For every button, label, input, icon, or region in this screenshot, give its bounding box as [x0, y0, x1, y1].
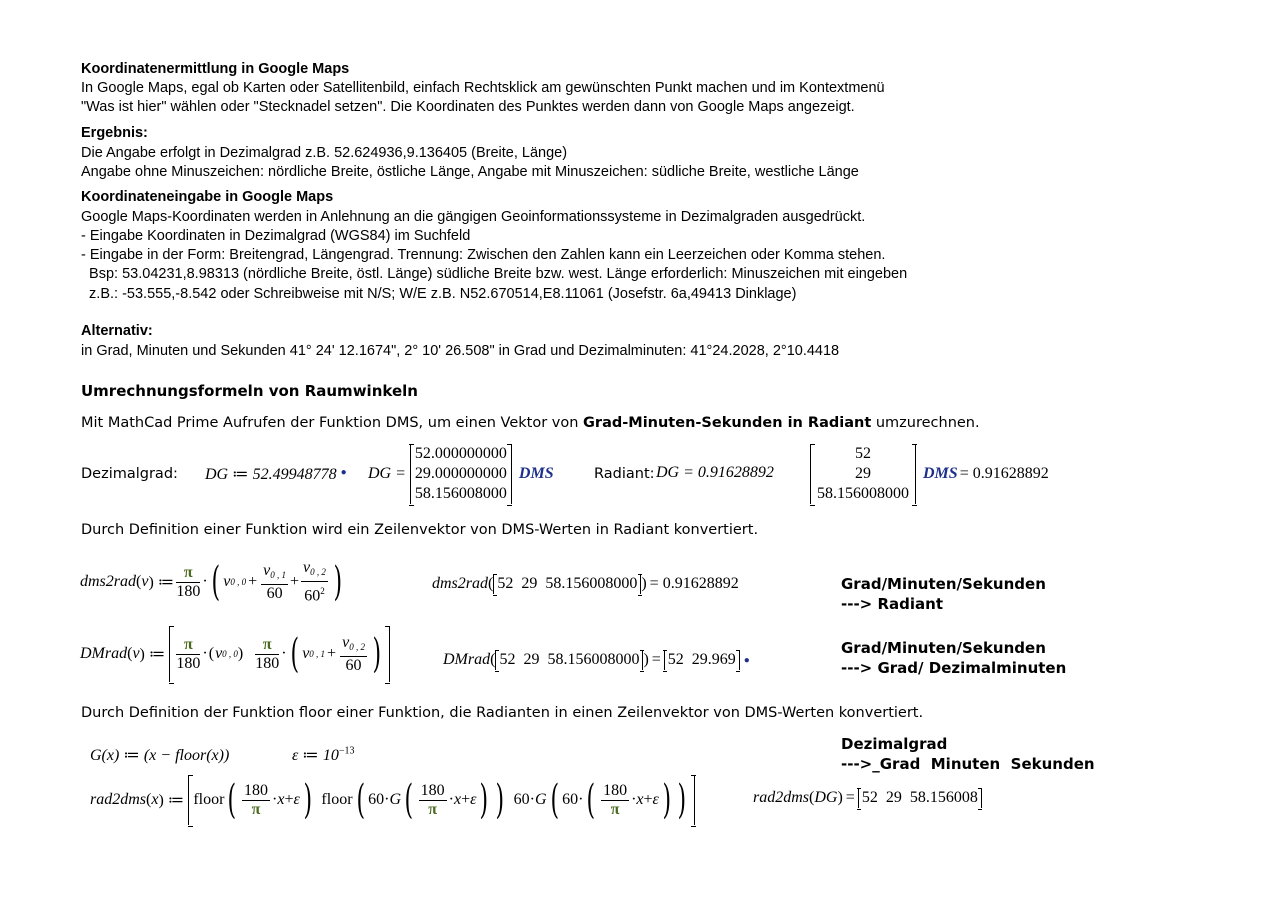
text-line: - Eingabe in der Form: Breitengrad, Längengrad. Trennung: Zwischen den Zahlen kann ein Leerzeichen oder Komma stehen. — [81, 247, 886, 263]
dms-vector-2: 52 29 58.156008000 DMS = 0.91628892 — [810, 444, 1049, 504]
text-line: z.B.: -53.555,-8.542 oder Schreibweise mit N/S; W/E z.B. N52.670514,E8.11061 (Josefstr. 6a,49413 Dinklage) — [81, 286, 797, 302]
g-function-definition: G(x) ≔ (x − floor(x)) — [90, 747, 230, 764]
text-line: Angabe ohne Minuszeichen: nördliche Breite, östliche Länge, Angabe mit Minuszeichen: südliche Breite, westliche Länge — [81, 164, 859, 180]
heading-result: Ergebnis: — [81, 125, 148, 141]
note-dms-to-dm-1: Grad/Minuten/Sekunden — [841, 639, 1046, 657]
dmrad-definition: DMrad ( v ) ≔ $\frac{\pi}{180}$ · ( v 0 , 0 ) $\frac{\pi}{180}$ · ( v 0 , 1 + $\frac{v_{0 , 2}}{60}$ ) — [80, 624, 390, 684]
dmrad-evaluation: DMrad ( 52 29 58.156008000 ) = 52 29.969 ● — [443, 651, 750, 668]
text-line: - Eingabe Koordinaten in Dezimalgrad (WGS84) im Suchfeld — [81, 228, 471, 244]
paragraph-2: Durch Definition einer Funktion wird ein Zeilenvektor von DMS-Werten in Radiant konvertiert. — [81, 522, 759, 538]
text-line: In Google Maps, egal ob Karten oder Satellitenbild, einfach Rechtsklick am gewünschten Punkt machen und im Kontextmenü — [81, 80, 885, 96]
note-dms-to-radiant-2: ---> Radiant — [841, 595, 943, 613]
heading-coordinate-input: Koordinateneingabe in Google Maps — [81, 189, 334, 205]
dezimalgrad-label: Dezimalgrad: — [81, 466, 178, 482]
dms2rad-definition: dms2rad ( v ) ≔ $\frac{\pi}{180}$ · ( v 0 , 0 + $\frac{v_{0 , 1}}{60}$ + $\frac{v_{0 , 2}}{60^2}$ ) — [80, 558, 342, 605]
heading-conversion-formulas: Umrechnungsformeln von Raumwinkeln — [81, 382, 418, 400]
dg-radiant: DG = 0.91628892 — [656, 464, 774, 481]
radiant-label: Radiant: — [594, 466, 655, 482]
text-line: "Was ist hier" wählen oder "Stecknadel setzen". Die Koordinaten des Punktes werden dann von Google Maps angezeigt. — [81, 99, 855, 115]
dms-vector-1: DG = 52.000000000 29.000000000 58.156008000 DMS — [368, 445, 554, 502]
epsilon-definition: ε ≔ $10^{-13}$ — [292, 745, 355, 764]
dms2rad-evaluation: dms2rad ( 52 29 58.156008000 ) = 0.91628892 — [432, 575, 739, 592]
heading-coordinate-determination: Koordinatenermittlung in Google Maps — [81, 61, 350, 77]
text-line: in Grad, Minuten und Sekunden 41° 24' 12.1674", 2° 10' 26.508" in Grad und Dezimalminuten: 41°24.2028, 2°10.4418 — [81, 343, 840, 359]
note-dms-to-radiant-1: Grad/Minuten/Sekunden — [841, 575, 1046, 593]
note-rad-to-dms-2: --->_Grad Minuten Sekunden — [841, 755, 1095, 773]
text-line: Google Maps-Koordinaten werden in Anlehnung an die gängigen Geoinformationssysteme in Dezimalgraden ausgedrückt. — [81, 209, 866, 225]
intro-paragraph: Mit MathCad Prime Aufrufen der Funktion DMS, um einen Vektor von Grad-Minuten-Sekunden in Radiant umzurechnen. — [81, 415, 980, 431]
bullet-icon: ● — [743, 654, 750, 666]
text-line: Bsp: 53.04231,8.98313 (nördliche Breite, östl. Länge) südliche Breite bzw. west. Länge erforderlich: Minuszeichen mit eingeben — [81, 266, 908, 282]
dg-assignment: DG ≔ 52.49948778 ● — [205, 466, 347, 483]
note-rad-to-dms-1: Dezimalgrad — [841, 735, 948, 753]
rad2dms-definition: rad2dms ( x ) ≔ floor ( $\frac{180}{\pi}$ · x + ε ) floor ( 60· G ( $\frac{180}{\pi}$ · x + ε ) ) 60· G ( 60· ( $\frac{180}{\pi}$ · x + ε ) ) — [90, 772, 695, 828]
paragraph-3: Durch Definition der Funktion floor einer Funktion, die Radianten in einen Zeilenvektor von DMS-Werten konvertiert. — [81, 705, 924, 721]
text-line: Die Angabe erfolgt in Dezimalgrad z.B. 52.624936,9.136405 (Breite, Länge) — [81, 145, 568, 161]
rad2dms-evaluation: rad2dms ( DG ) = 52 29 58.156008 — [753, 788, 982, 808]
bullet-icon: ● — [340, 467, 347, 478]
heading-alternative: Alternativ: — [81, 323, 153, 339]
note-dms-to-dm-2: ---> Grad/ Dezimalminuten — [841, 659, 1067, 677]
